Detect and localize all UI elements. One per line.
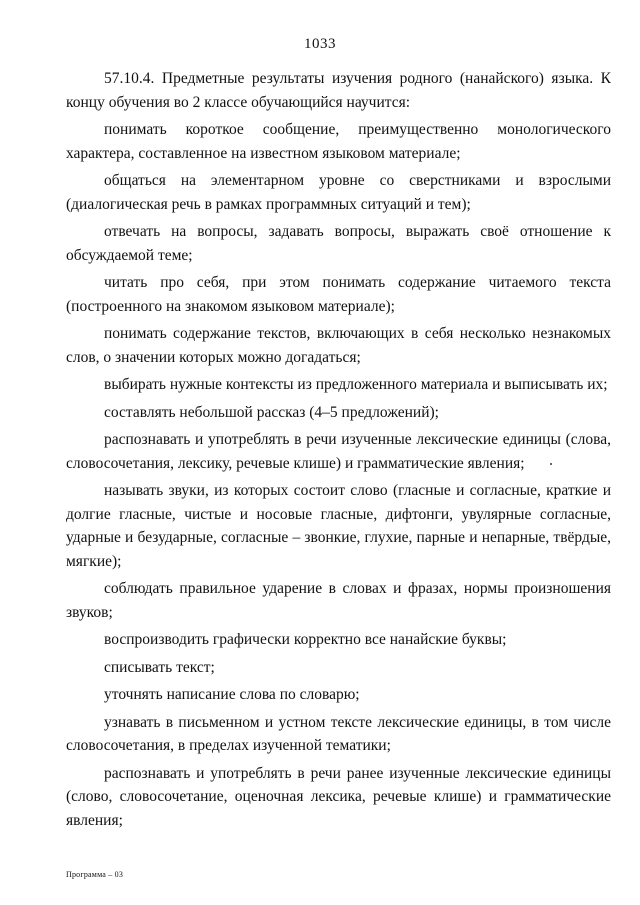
paragraph: читать про себя, при этом понимать содержание читаемого текста (построенного на знакомом языковом материале); bbox=[66, 274, 611, 315]
paragraph: общаться на элементарном уровне со сверстниками и взрослыми (диалогическая речь в рамках программных ситуаций и тем); bbox=[66, 172, 611, 213]
paragraph: воспроизводить графически корректно все нанайские буквы; bbox=[104, 631, 507, 648]
paragraph: распознавать и употреблять в речи ранее изученные лексические единицы (слово, словосочетание, оценочная лексика, речевые клише) и грамматические явления; bbox=[66, 764, 611, 829]
paragraph: понимать содержание текстов, включающих в себя несколько незнакомых слов, о значении которых можно догадаться; bbox=[66, 325, 611, 366]
paragraph: узнавать в письменном и устном тексте лексические единицы, в том числе словосочетания, в пределах изученной тематики; bbox=[66, 713, 611, 754]
paragraph: распознавать и употреблять в речи изученные лексические единицы (слова, словосочетания, лексику, речевые клише) и грамматические явления; bbox=[66, 431, 611, 472]
scan-speck bbox=[550, 463, 552, 465]
paragraph: отвечать на вопросы, задавать вопросы, выражать своё отношение к обсуждаемой теме; bbox=[66, 223, 611, 264]
paragraph-section-heading: 57.10.4. Предметные результаты изучения родного (нанайского) языка. К концу обучения во 2 классе обучающийся научится: bbox=[66, 70, 611, 111]
paragraph: называть звуки, из которых состоит слово (гласные и согласные, краткие и долгие гласные, чистые и носовые гласные, дифтонги, увулярные согласные, ударные и безударные, согласные – звонкие, глухие, парные и непарные, твёрдые, мягкие); bbox=[66, 482, 611, 570]
paragraph: понимать короткое сообщение, преимущественно монологического характера, составленное на известном языковом материале; bbox=[66, 121, 611, 162]
body-text bbox=[66, 67, 611, 836]
page-number: 1033 bbox=[304, 36, 336, 52]
paragraph: списывать текст; bbox=[104, 658, 215, 676]
paragraph: уточнять написание слова по словарю; bbox=[104, 686, 360, 703]
paragraph: соблюдать правильное ударение в словах и фразах, нормы произношения звуков; bbox=[66, 580, 611, 621]
page-footer: Программа – 03 bbox=[66, 870, 124, 879]
paragraph: составлять небольшой рассказ (4–5 предложений); bbox=[104, 403, 439, 421]
paragraph: выбирать нужные контексты из предложенного материала и выписывать их; bbox=[104, 376, 608, 393]
